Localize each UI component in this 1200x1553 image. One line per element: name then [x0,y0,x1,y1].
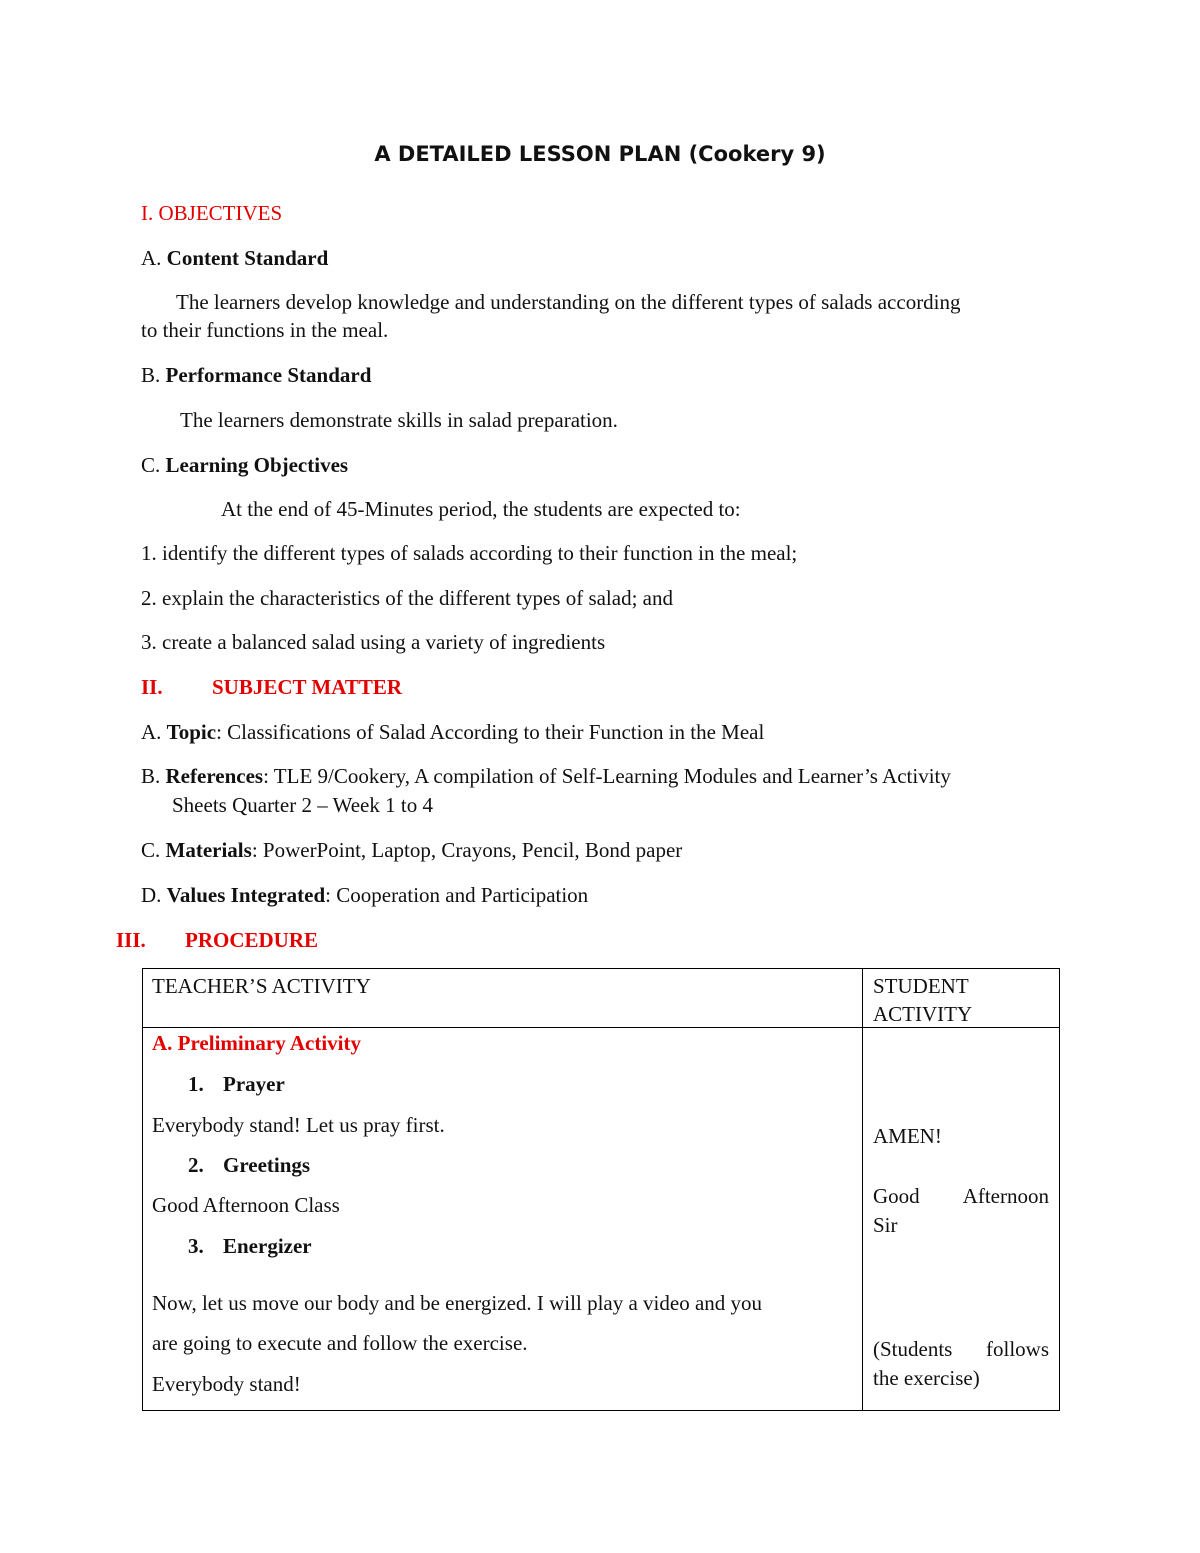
references-line-cont: Sheets Quarter 2 – Week 1 to 4 [172,793,433,817]
references-line: B. References: TLE 9/Cookery, A compilation of Self-Learning Modules and Learner’s Activity [141,764,951,788]
performance-standard-text: The learners demonstrate skills in salad preparation. [180,408,618,432]
table-row [143,1028,1060,1411]
values-line: D. Values Integrated: Cooperation and Participation [141,883,589,907]
table-header-row [143,969,1060,1028]
greetings-label: Greetings [223,1153,311,1177]
student-activity-cell [863,1028,1060,1411]
student-greeting-cont: Sir [873,1213,898,1237]
procedure-number: III. [116,928,146,952]
energizer-stand-text: Everybody stand! [152,1372,301,1396]
energizer-label: Energizer [223,1234,312,1258]
prayer-label: Prayer [223,1072,285,1096]
step-number: 3. [188,1234,204,1258]
learning-objectives-label: C. Learning Objectives [141,453,349,477]
content-standard-text-cont: to their functions in the meal. [141,318,389,342]
content-standard-text: The learners develop knowledge and understanding on the different types of salads according [176,290,961,314]
student-follow-word: follows [986,1337,1049,1361]
step-number: 2. [188,1153,204,1177]
student-follow-cont: the exercise) [873,1366,980,1390]
student-amen: AMEN! [873,1124,942,1148]
content-standard-label: A. Content Standard [141,246,329,270]
topic-line: A. Topic: Classifications of Salad According to their Function in the Meal [141,720,765,744]
prayer-text: Everybody stand! Let us pray first. [152,1113,445,1137]
procedure-heading: PROCEDURE [185,928,319,952]
subject-matter-number: II. [141,675,163,699]
subject-matter-heading: SUBJECT MATTER [212,675,403,699]
objective-item: 3. create a balanced salad using a variety of ingredients [141,630,606,654]
energizer-text-cont: are going to execute and follow the exercise. [152,1331,528,1355]
document-title: A DETAILED LESSON PLAN (Cookery 9) [374,142,826,166]
preliminary-activity-heading: A. Preliminary Activity [152,1031,361,1055]
student-greeting-word: Afternoon [962,1184,1049,1208]
student-activity-header: STUDENT [873,974,969,998]
objective-item: 2. explain the characteristics of the different types of salad; and [141,586,673,610]
student-activity-header-cont: ACTIVITY [873,1002,973,1026]
energizer-text: Now, let us move our body and be energized. I will play a video and you [152,1291,763,1315]
objectives-heading: I. OBJECTIVES [141,201,283,225]
student-follow-word: (Students [873,1337,953,1361]
objective-item: 1. identify the different types of salads according to their function in the meal; [141,541,798,565]
greetings-text: Good Afternoon Class [152,1193,340,1217]
student-activity-header-cell [863,969,1060,1028]
learning-objectives-intro: At the end of 45-Minutes period, the students are expected to: [221,497,741,521]
materials-line: C. Materials: PowerPoint, Laptop, Crayons, Pencil, Bond paper [141,838,683,862]
procedure-table [142,968,1060,1411]
teacher-activity-header-cell [143,969,863,1028]
step-number: 1. [188,1072,204,1096]
student-greeting-word: Good [873,1184,920,1208]
teacher-activity-cell [143,1028,863,1411]
performance-standard-label: B. Performance Standard [141,363,372,387]
teacher-activity-header: TEACHER’S ACTIVITY [152,974,371,998]
